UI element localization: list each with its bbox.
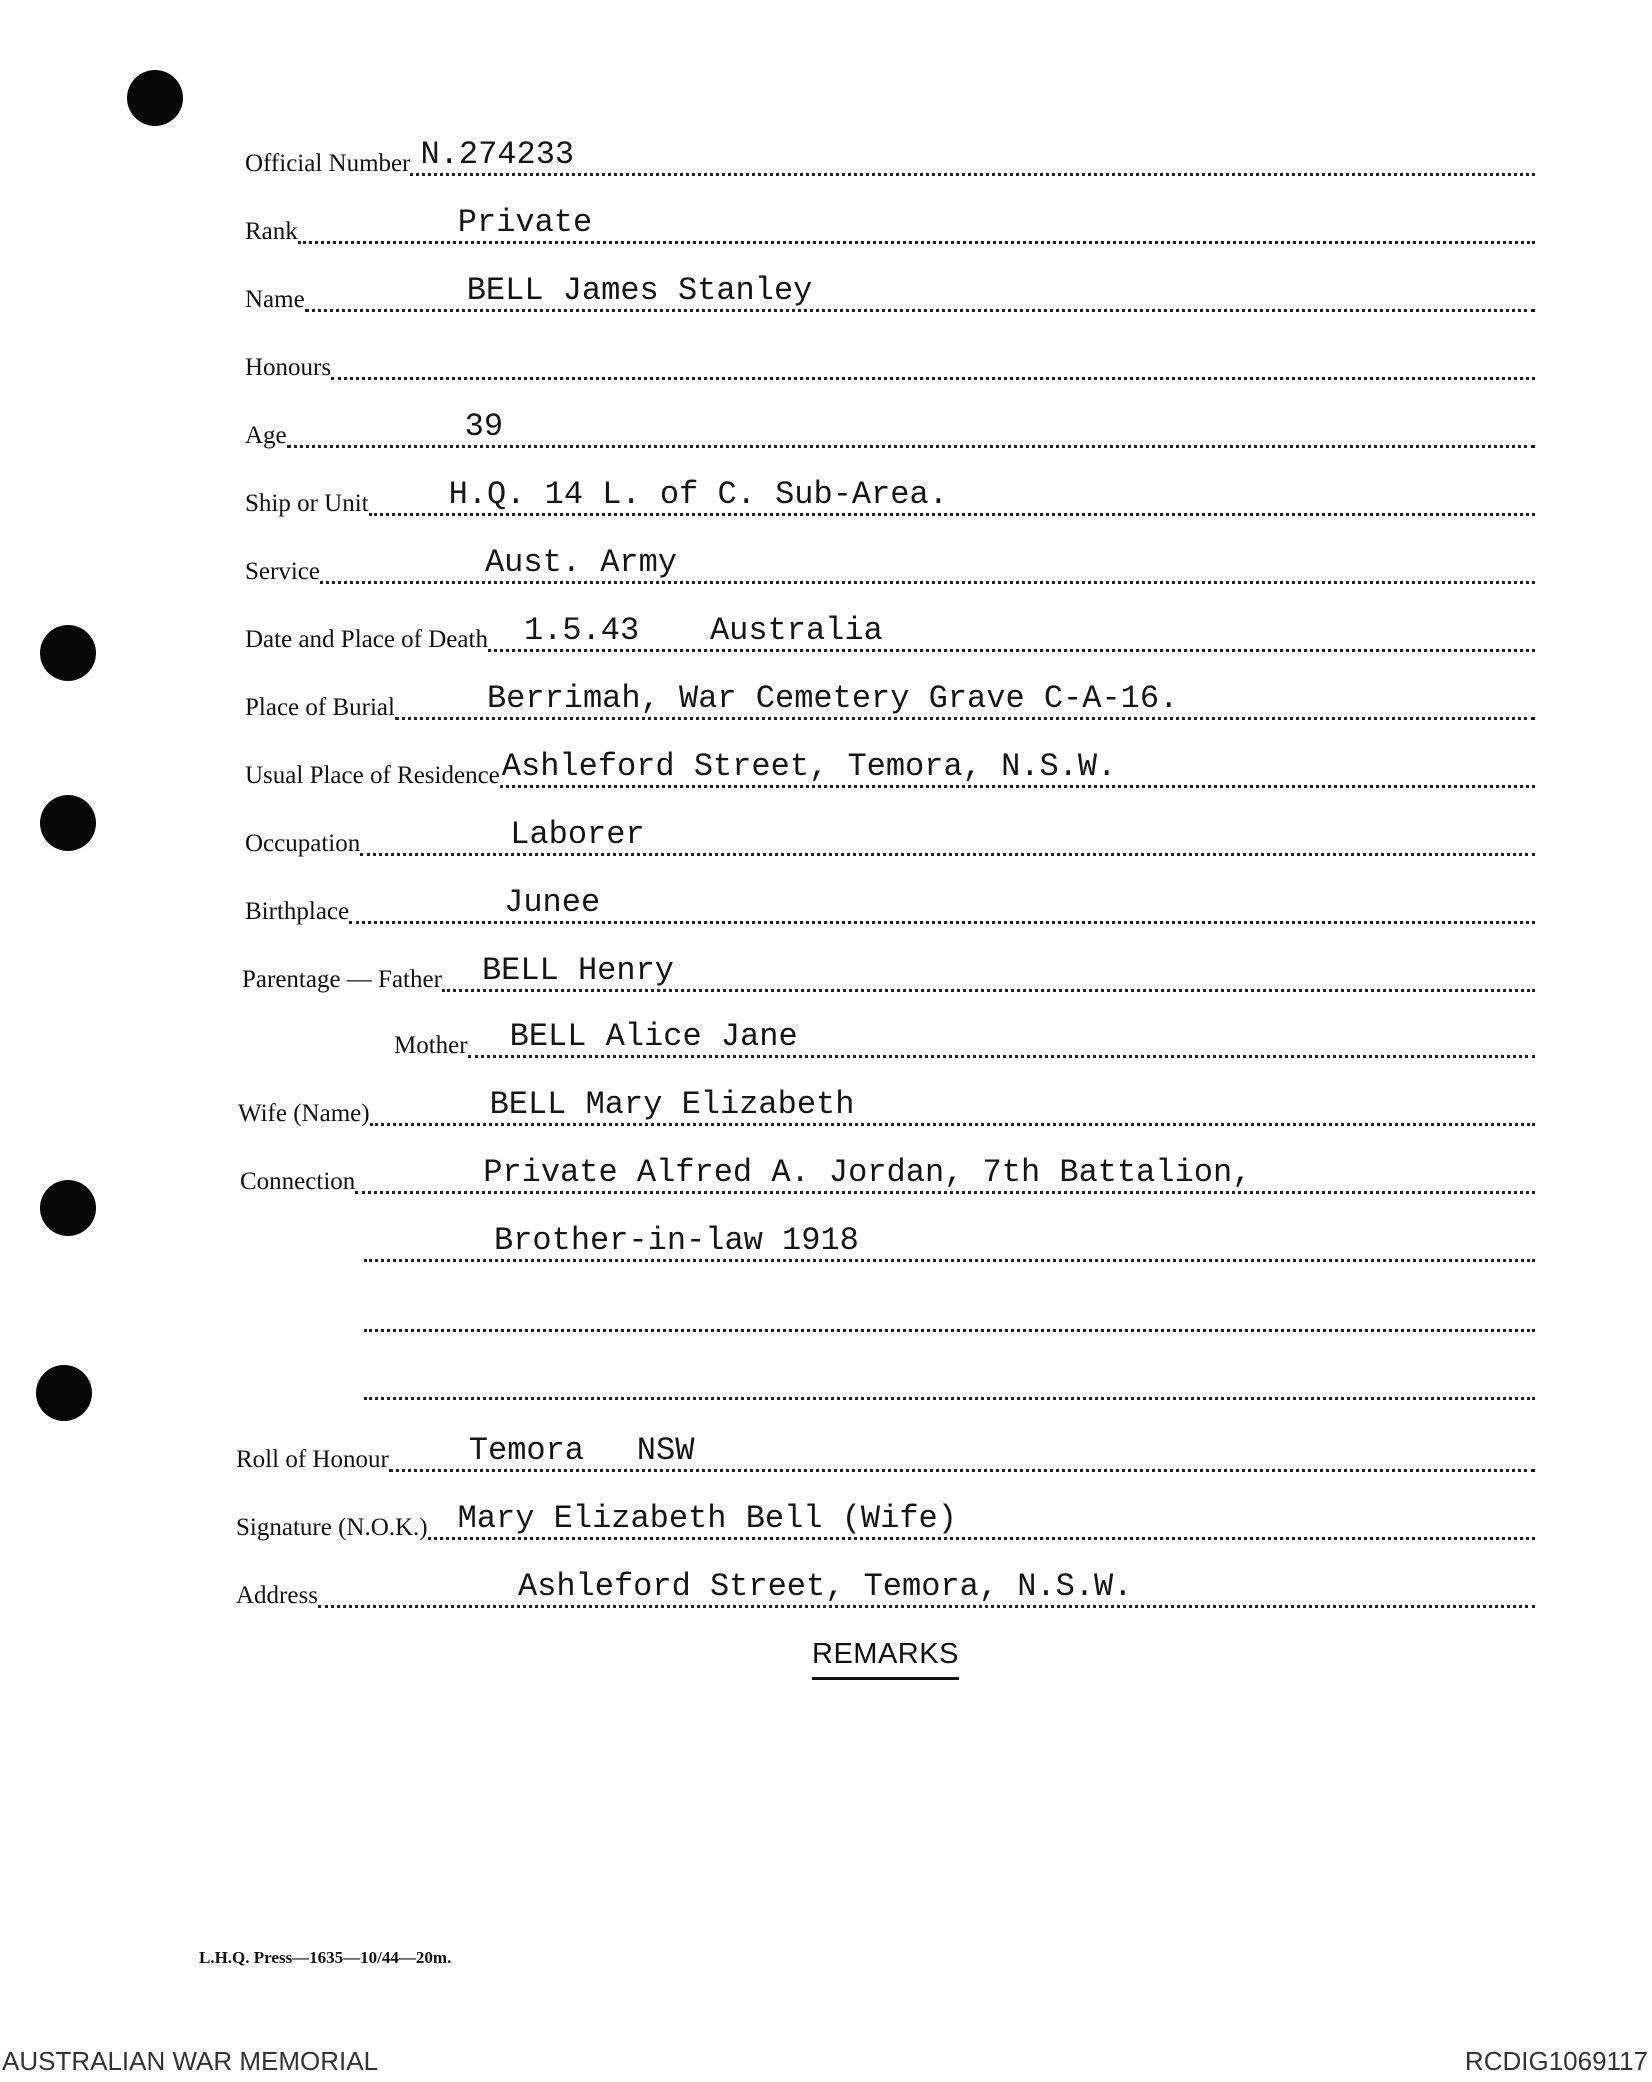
field-line [369, 467, 1535, 516]
field-wife [238, 1078, 1535, 1128]
field-date-place-death [245, 604, 1535, 654]
field-line [364, 1351, 1535, 1400]
field-value: BELL Henry [481, 952, 674, 989]
field-label: Service [245, 558, 320, 585]
field-age [245, 400, 1535, 450]
field-value: N.274233 [420, 136, 575, 173]
field-roll-of-honour [236, 1424, 1535, 1474]
field-label: Age [245, 422, 287, 449]
field-value: Mary Elizabeth Bell (Wife) [457, 1500, 957, 1537]
field-value: Temora [468, 1432, 584, 1469]
field-father [242, 944, 1535, 994]
field-label: Roll of Honour [236, 1446, 389, 1473]
field-label: Signature (N.O.K.) [236, 1514, 428, 1541]
field-value: Aust. Army [484, 544, 677, 581]
field-line [360, 807, 1535, 856]
field-ship-or-unit [245, 468, 1535, 518]
field-value: H.Q. 14 L. of C. Sub-Area. [448, 476, 948, 513]
field-value-place: Australia [709, 612, 883, 649]
field-label: Official Number [245, 150, 411, 177]
field-signature [236, 1492, 1535, 1542]
punch-hole [36, 1365, 92, 1421]
field-line [318, 1559, 1535, 1608]
field-label: Parentage — Father [242, 966, 442, 993]
remarks-heading: REMARKS [812, 1638, 959, 1680]
field-line [468, 1009, 1535, 1058]
field-value: Brother-in-law 1918 [494, 1222, 859, 1259]
field-value: 1.5.43 [523, 612, 640, 649]
field-usual-residence [245, 740, 1535, 790]
punch-hole [40, 625, 96, 681]
field-label: Birthplace [245, 898, 350, 925]
footer-record-id: RCDIG1069117 [1464, 2046, 1648, 2076]
field-value-state: NSW [636, 1432, 695, 1469]
field-line [364, 1213, 1535, 1262]
field-value: BELL James Stanley [466, 272, 813, 309]
field-label: Honours [245, 354, 332, 381]
field-rank [245, 196, 1535, 246]
field-occupation [245, 808, 1535, 858]
field-line [428, 1491, 1535, 1540]
press-mark: L.H.Q. Press—1635—10/44—20m. [199, 1948, 452, 1967]
field-label: Rank [245, 218, 298, 245]
field-value: Private [457, 204, 593, 241]
field-label: Date and Place of Death [245, 626, 488, 653]
field-label: Connection [240, 1168, 356, 1195]
field-line [389, 1423, 1535, 1472]
field-line [320, 535, 1535, 584]
field-line [410, 127, 1535, 176]
field-connection-line-4 [364, 1352, 1535, 1402]
field-line [305, 263, 1535, 312]
field-label: Ship or Unit [245, 490, 369, 517]
field-value: Berrimah, War Cemetery Grave C-A-16. [486, 680, 1179, 717]
field-birthplace [245, 876, 1535, 926]
field-honours [245, 332, 1535, 382]
field-line [488, 603, 1535, 652]
field-line [500, 739, 1535, 788]
field-value: 39 [464, 408, 504, 445]
field-line [364, 1283, 1535, 1332]
field-value: BELL Mary Elizabeth [489, 1086, 855, 1123]
field-value: Ashleford Street, Temora, N.S.W. [517, 1568, 1133, 1605]
field-place-of-burial [245, 672, 1535, 722]
field-name [245, 264, 1535, 314]
field-line [331, 331, 1535, 380]
field-line [287, 399, 1535, 448]
field-line [355, 1145, 1535, 1194]
punch-hole [127, 70, 183, 126]
field-connection-line-3 [364, 1284, 1535, 1334]
field-value: Private Alfred A. Jordan, 7th Battalion, [483, 1154, 1252, 1191]
field-label: Wife (Name) [238, 1100, 370, 1127]
field-label: Address [236, 1582, 318, 1609]
field-service [245, 536, 1535, 586]
field-label: Place of Burial [245, 694, 395, 721]
field-mother [394, 1010, 1535, 1060]
footer-institution: AUSTRALIAN WAR MEMORIAL [2, 2046, 379, 2076]
field-label: Mother [394, 1032, 468, 1059]
field-label: Name [245, 286, 305, 313]
field-line [370, 1077, 1535, 1126]
field-line [298, 195, 1535, 244]
field-line [442, 943, 1535, 992]
field-line [349, 875, 1535, 924]
field-address [236, 1560, 1535, 1610]
field-connection [240, 1146, 1535, 1196]
field-line [395, 671, 1535, 720]
punch-hole [40, 1180, 96, 1236]
field-official-number [245, 128, 1535, 178]
field-value: Ashleford Street, Temora, N.S.W. [501, 748, 1117, 785]
punch-hole [40, 795, 96, 851]
field-label: Usual Place of Residence [245, 762, 500, 789]
field-label: Occupation [245, 830, 361, 857]
field-connection-line-2 [364, 1214, 1535, 1264]
field-value: Laborer [510, 816, 645, 853]
field-value: BELL Alice Jane [509, 1018, 798, 1055]
field-value: Junee [504, 884, 601, 921]
